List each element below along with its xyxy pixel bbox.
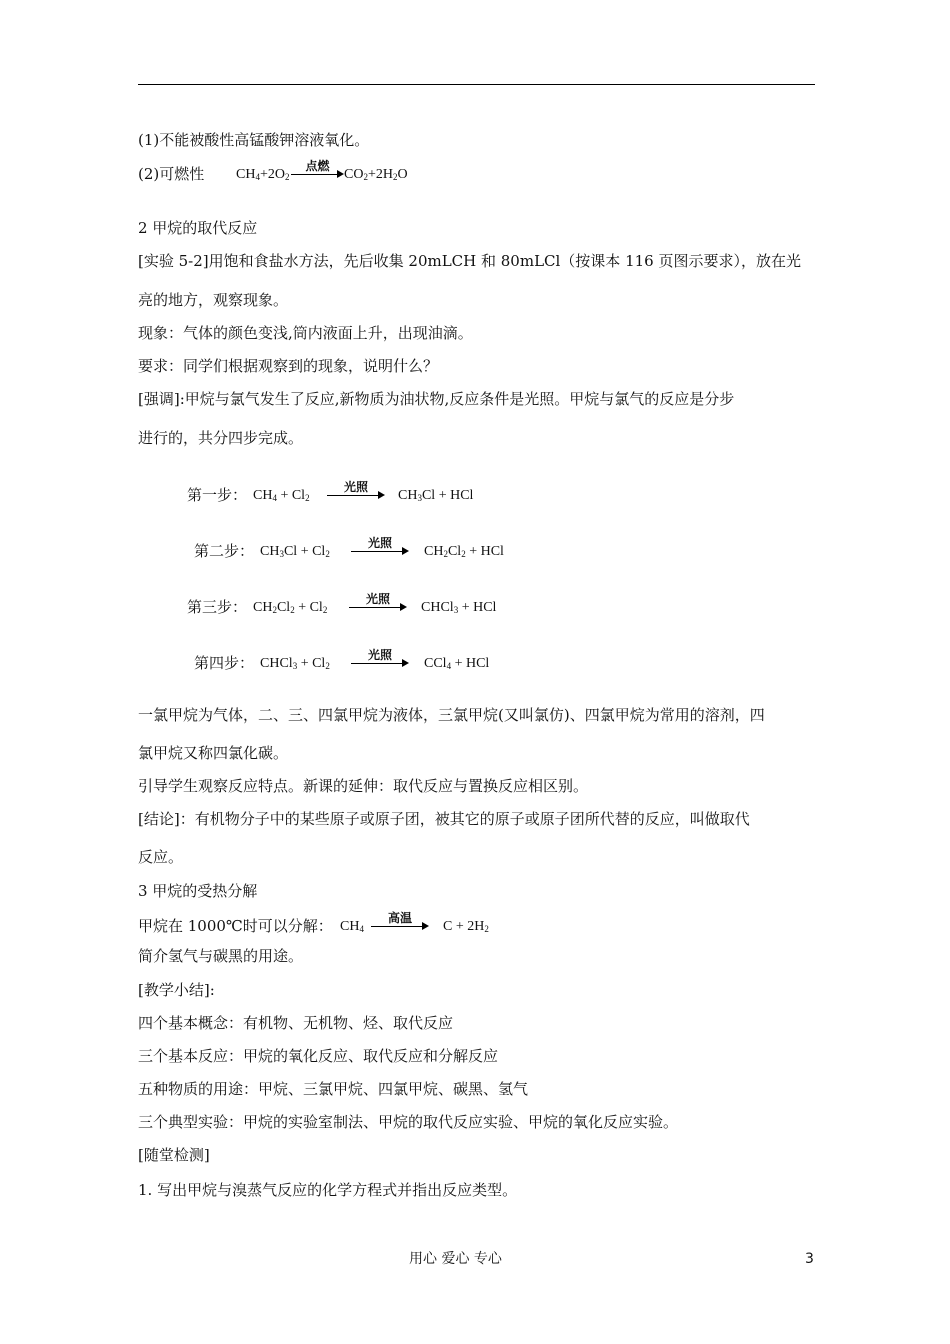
step-label: 第二步： [194, 542, 255, 560]
paragraph-line: 氯甲烷又称四氯化碳。 [138, 744, 289, 762]
reaction-arrow [327, 481, 385, 501]
summary-item: 三个基本反应：甲烷的氧化反应、取代反应和分解反应 [138, 1047, 499, 1065]
footer-slogan: 用心 爱心 专心 [409, 1251, 502, 1267]
combustion-label: (2)可燃性 [138, 165, 205, 183]
condition-label: 光照 [343, 480, 368, 494]
reaction-arrow [351, 537, 409, 557]
reaction-arrow [351, 649, 409, 669]
condition-label: 高温 [387, 911, 412, 925]
paragraph-line: 要求：同学们根据观察到的现象，说明什么？ [138, 357, 439, 375]
step4-reactants: CHCl$_3$ + $Cl_2$ [260, 656, 330, 671]
step2-reactants: $CH_3Cl + Cl_2$ [260, 544, 330, 559]
combustion-line [138, 164, 204, 184]
header-rule [138, 84, 815, 85]
paragraph-line: 反应。 [138, 848, 184, 866]
paragraph-line: 简介氢气与碳黑的用途。 [138, 947, 304, 965]
paragraph-line: [强调]:甲烷与氯气发生了反应,新物质为油状物,反应条件是光照。甲烷与氯气的反应是分步 [138, 390, 735, 408]
condition-label: 光照 [365, 592, 390, 606]
step1-products: $CH_3Cl$ + HCl [398, 488, 474, 503]
summary-item: 三个典型实验：甲烷的实验室制法、甲烷的取代反应实验、甲烷的氧化反应实验。 [138, 1113, 679, 1131]
reaction-arrow [291, 160, 344, 180]
step1-reactants: $CH_4 + Cl_2$ [253, 488, 310, 503]
condition-label: 光照 [367, 536, 392, 550]
condition-label: 光照 [367, 648, 392, 662]
step2-products: $CH_2Cl_2$ + HCl [424, 544, 504, 559]
section-title: 2 甲烷的取代反应 [138, 219, 258, 237]
paragraph-line: [实验 5-2]用饱和食盐水方法，先后收集 20mLCH 和 80mLCl（按课本 116 页图示要求），放在光 [138, 252, 801, 270]
paragraph-line: 引导学生观察反应特点。新课的延伸：取代反应与置换反应相区别。 [138, 777, 589, 795]
step-label: 第四步： [194, 654, 255, 672]
section-title: [教学小结]: [138, 981, 215, 999]
question-item: 1. 写出甲烷与溴蒸气反应的化学方程式并指出反应类型。 [138, 1181, 518, 1199]
summary-item: 五种物质的用途：甲烷、三氯甲烷、四氯甲烷、碳黑、氢气 [138, 1080, 529, 1098]
decomposition-products: $C + 2H_2$ [443, 919, 489, 934]
paragraph-line: [结论]：有机物分子中的某些原子或原子团，被其它的原子或原子团所代替的反应，叫做取代 [138, 810, 750, 828]
step4-products: CCl$_4$ + HCl [424, 656, 490, 671]
step3-products: CHCl$_3$ + HCl [421, 600, 497, 615]
section-title: [随堂检测] [138, 1146, 210, 1164]
decomposition-reactant: $CH_4$ [340, 919, 364, 934]
decomposition-label: 甲烷在 1000℃时可以分解： [138, 917, 333, 935]
combustion-equation: $CH_4+2O_2$ [236, 167, 290, 182]
combustion-products: $CO_2+2H_2O$ [344, 167, 408, 182]
step3-reactants: $CH_2Cl_2 + Cl_2$ [253, 600, 328, 615]
paragraph-line: 一氯甲烷为气体，二、三、四氯甲烷为液体，三氯甲烷(又叫氯仿)、四氯甲烷为常用的溶剂，四 [138, 706, 765, 724]
step-label: 第一步： [187, 486, 248, 504]
reaction-arrow [349, 593, 407, 613]
reaction-arrow [371, 912, 429, 932]
page-number: 3 [805, 1251, 814, 1267]
paragraph-line: (1)不能被酸性高锰酸钾溶液氧化。 [138, 131, 370, 149]
summary-item: 四个基本概念：有机物、无机物、烃、取代反应 [138, 1014, 454, 1032]
condition-label: 点燃 [305, 159, 330, 173]
paragraph-line: 进行的，共分四步完成。 [138, 429, 304, 447]
paragraph-line: 现象：气体的颜色变浅,筒内液面上升，出现油滴。 [138, 324, 473, 342]
step-label: 第三步： [187, 598, 248, 616]
section-title: 3 甲烷的受热分解 [138, 882, 258, 900]
paragraph-line: 亮的地方，观察现象。 [138, 291, 289, 309]
